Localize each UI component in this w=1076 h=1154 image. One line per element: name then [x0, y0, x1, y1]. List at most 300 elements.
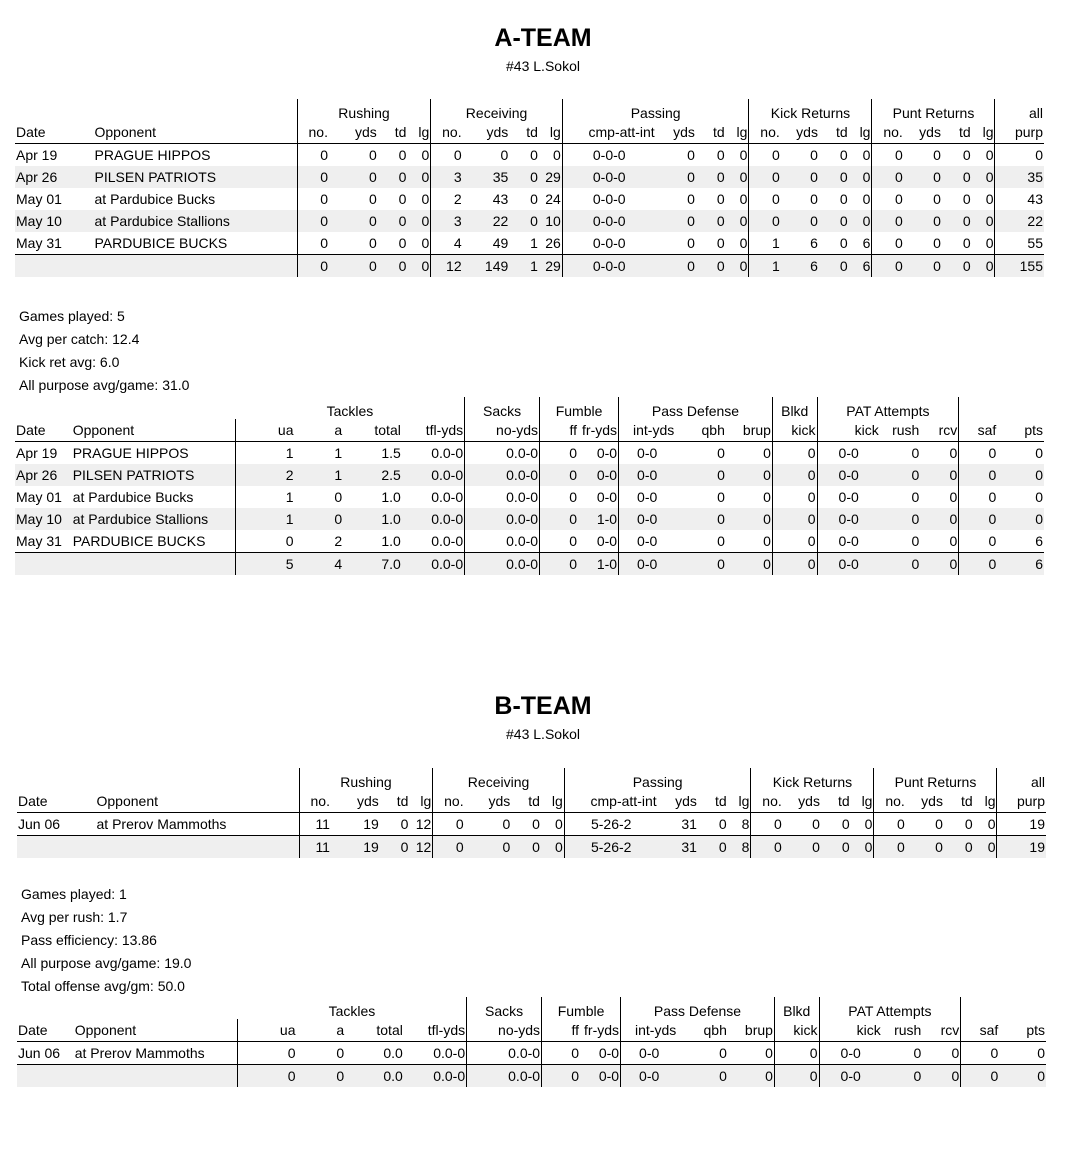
column-header: Date — [15, 121, 94, 144]
total-cell: 0.0-0 — [404, 1065, 467, 1088]
total-cell: 4 — [295, 553, 344, 576]
stat-cell: 0 — [726, 166, 749, 188]
game-date: Apr 19 — [16, 445, 58, 461]
stat-cell: 0-0 — [619, 508, 676, 530]
column-header: a — [297, 1019, 346, 1042]
stat-cell: 0 — [880, 508, 921, 530]
stat-cell: 0 — [964, 816, 973, 832]
stat-cell: 0 — [717, 489, 725, 505]
stat-cell: 0-0 — [596, 445, 618, 461]
column-header: tfl-yds — [404, 1019, 467, 1042]
stat-cell: 0 — [841, 816, 850, 832]
total-cell: 0 — [999, 1065, 1046, 1088]
stat-cell: 0-0 — [817, 530, 880, 553]
table-row — [15, 210, 1044, 232]
column-header: no. — [749, 121, 781, 144]
stat-cell: 0 — [942, 166, 972, 188]
team-title: A-TEAM — [494, 24, 592, 52]
column-header: yds — [783, 790, 821, 813]
total-cell: 0 — [407, 255, 430, 278]
stat-cell: 0 — [862, 147, 871, 163]
stat-cell: 0 — [656, 166, 696, 188]
stat-cell: 0 — [716, 191, 725, 207]
stat-cell: 0 — [502, 816, 511, 832]
stat-cell: 0 — [772, 442, 817, 465]
stat-cell: 0 — [509, 166, 539, 188]
stat-cell: 0 — [749, 166, 781, 188]
column-header: td — [944, 790, 974, 813]
column-header: yds — [463, 121, 510, 144]
column-group-label: Punt Returns — [872, 99, 995, 121]
column-header: Opponent — [72, 419, 236, 442]
total-cell: 0 — [297, 255, 329, 278]
spacer-cell — [17, 768, 299, 790]
column-header: yds — [906, 790, 944, 813]
column-header: td — [509, 121, 539, 144]
stat-cell: 1 — [236, 486, 295, 508]
summary-line: All purpose avg/game: 19.0 — [21, 955, 192, 971]
column-header: no. — [431, 121, 463, 144]
column-header: yds — [781, 121, 819, 144]
column-group-label: Sacks — [465, 397, 540, 419]
column-header: purp — [995, 121, 1044, 144]
stat-cell: 0 — [872, 210, 904, 232]
group-header-row — [15, 99, 1044, 121]
stat-cell: 0 — [962, 191, 971, 207]
column-header: Date — [15, 419, 72, 442]
total-cell: 11 — [299, 836, 331, 859]
summary-line: Avg per rush: 1.7 — [21, 909, 128, 925]
total-cell: 0-0 — [819, 1065, 882, 1088]
column-group-label: Blkd — [774, 997, 819, 1019]
stat-cell: 0 — [749, 210, 781, 232]
column-group-label: Punt Returns — [874, 768, 997, 790]
stat-cell: 1.5 — [381, 445, 401, 461]
stat-cell: 0.0-0 — [465, 486, 540, 508]
table-row — [15, 464, 1044, 486]
stat-cell: 0 — [874, 813, 906, 836]
table-row — [15, 232, 1044, 255]
opponent-name: at Pardubice Stallions — [94, 210, 298, 232]
total-cell: 6 — [849, 255, 872, 278]
stat-cell: 0.0-0 — [465, 508, 540, 530]
spacer-cell — [15, 397, 236, 419]
totals-row — [15, 553, 1044, 576]
total-cell — [74, 1065, 238, 1088]
stat-cell: 3 — [431, 166, 463, 188]
stat-cell: 26 — [545, 235, 561, 251]
opponent-name: PRAGUE HIPPOS — [94, 147, 211, 163]
stat-cell: 0 — [509, 210, 539, 232]
totals-row — [15, 255, 1044, 278]
total-cell: 0-0-0 — [562, 255, 655, 278]
stat-cell: 0 — [819, 166, 849, 188]
total-cell: 29 — [539, 255, 562, 278]
total-cell: 12 — [409, 836, 432, 859]
column-group-label: Passing — [562, 99, 749, 121]
column-header: lg — [851, 790, 874, 813]
offense-stats-table — [17, 768, 1046, 858]
total-cell — [15, 553, 72, 576]
stat-cell: 0 — [739, 147, 748, 163]
stat-cell: 0 — [297, 166, 329, 188]
stat-cell: 0 — [716, 147, 725, 163]
team-title: B-TEAM — [494, 692, 592, 720]
stat-cell: 0 — [972, 166, 995, 188]
stat-cell: 0-0 — [621, 1042, 678, 1065]
defense-stats-table — [15, 397, 1044, 575]
stat-cell: 0 — [904, 166, 942, 188]
stat-cell: 0 — [772, 508, 817, 530]
stat-cell: 0-0 — [817, 508, 880, 530]
stat-cell: 0 — [368, 147, 377, 163]
summary-line: Avg per catch: 12.4 — [19, 331, 140, 347]
table-row — [15, 166, 1044, 188]
total-cell: 0-0 — [621, 1065, 678, 1088]
stat-cell: 0 — [726, 464, 773, 486]
column-group-label: Kick Returns — [749, 99, 872, 121]
total-cell: 0 — [542, 1065, 580, 1088]
column-group-label: Fumble — [540, 397, 619, 419]
column-group-label: Kick Returns — [751, 768, 874, 790]
column-header: tfl-yds — [402, 419, 465, 442]
column-header: rcv — [922, 1019, 960, 1042]
column-header: yds — [656, 121, 696, 144]
total-cell: 0 — [433, 836, 465, 859]
total-cell: 1 — [509, 255, 539, 278]
stat-cell: 1 — [236, 508, 295, 530]
stat-cell: 55 — [995, 232, 1044, 255]
summary-line: All purpose avg/game: 31.0 — [19, 377, 190, 393]
stat-cell: 0 — [849, 210, 872, 232]
total-cell — [72, 553, 236, 576]
stat-cell: 3 — [431, 210, 463, 232]
table-row — [15, 188, 1044, 210]
stat-cell: 2 — [431, 188, 463, 210]
column-group-label: all — [995, 99, 1044, 121]
column-header: no-yds — [465, 419, 540, 442]
total-cell — [17, 1065, 74, 1088]
stat-cell: 0 — [726, 210, 749, 232]
column-group-label: Blkd — [772, 397, 817, 419]
stat-cell: 0 — [236, 530, 295, 553]
stat-cell: 0 — [334, 489, 343, 505]
total-cell: 6 — [997, 553, 1044, 576]
total-cell: 0.0-0 — [465, 553, 540, 576]
stat-cell: 0 — [368, 191, 377, 207]
stat-cell: 0-0-0 — [562, 144, 655, 167]
total-cell: 0 — [821, 836, 851, 859]
stat-cell: 0-0 — [619, 530, 676, 553]
total-cell: 0 — [882, 1065, 923, 1088]
game-date: Jun 06 — [18, 816, 61, 832]
column-header: purp — [997, 790, 1046, 813]
stat-cell: 0.0-0 — [433, 1045, 466, 1061]
stat-cell: 0 — [687, 191, 695, 207]
stat-cell: 0-0 — [619, 442, 676, 465]
stat-cell: 0.0-0 — [465, 442, 540, 465]
stat-cell: 0 — [959, 530, 997, 553]
summary-line: Games played: 1 — [21, 886, 127, 902]
stat-cell: 0 — [962, 147, 971, 163]
table-row — [17, 1042, 1046, 1065]
stat-cell: 19 — [997, 813, 1046, 836]
stat-cell: 0 — [540, 508, 578, 530]
stat-cell: 0 — [421, 235, 430, 251]
column-header: lg — [728, 790, 751, 813]
total-cell: 0 — [959, 553, 997, 576]
stat-cell: 0 — [421, 147, 430, 163]
column-group-label: Pass Defense — [619, 397, 773, 419]
column-header: kick — [817, 419, 880, 442]
stat-cell: 22 — [995, 210, 1044, 232]
stat-cell: 0-0 — [598, 1045, 620, 1061]
stat-cell: 0 — [839, 147, 848, 163]
stat-cell: 0 — [540, 530, 578, 553]
column-header: total — [343, 419, 402, 442]
game-date: May 01 — [16, 489, 62, 505]
column-header: ua — [236, 419, 295, 442]
group-header-row — [17, 768, 1046, 790]
total-cell: 0 — [974, 836, 997, 859]
column-header: cmp-att-int — [562, 121, 655, 144]
stat-cell: 1 — [334, 445, 343, 461]
total-cell: 0 — [774, 1065, 819, 1088]
stat-cell: 0 — [862, 191, 871, 207]
stat-cell: 0 — [696, 166, 726, 188]
total-cell: 0 — [942, 255, 972, 278]
stat-cell: 43 — [995, 188, 1044, 210]
column-header: brup — [728, 1019, 775, 1042]
stat-cell: 0 — [920, 508, 958, 530]
total-cell: 0 — [378, 255, 408, 278]
total-cell: 0 — [297, 1065, 346, 1088]
stat-cell: 0 — [407, 210, 430, 232]
column-header: qbh — [677, 1019, 728, 1042]
stat-cell: 6 — [810, 235, 818, 251]
stat-cell: 0 — [1037, 1045, 1045, 1061]
stat-cell: 0 — [696, 210, 726, 232]
summary-line: Games played: 5 — [19, 308, 125, 324]
opponent-name: at Pardubice Bucks — [72, 489, 194, 505]
stat-cell: 0 — [398, 191, 407, 207]
total-cell: 0 — [783, 836, 821, 859]
stat-cell: 0 — [961, 1042, 999, 1065]
total-cell: 0 — [851, 836, 874, 859]
total-cell: 1-0 — [578, 553, 619, 576]
group-header-row — [17, 997, 1046, 1019]
total-cell: 7.0 — [343, 553, 402, 576]
stat-cell: 0 — [716, 235, 725, 251]
stat-cell: 0 — [540, 464, 578, 486]
column-header: a — [295, 419, 344, 442]
total-cell: 6 — [781, 255, 819, 278]
stat-cell: 0 — [675, 464, 726, 486]
total-cell: 0.0-0 — [467, 1065, 542, 1088]
stat-cell: 35 — [463, 166, 510, 188]
column-header: no-yds — [467, 1019, 542, 1042]
stat-cell: 0-0-0 — [562, 188, 655, 210]
stat-cell: 0 — [872, 232, 904, 255]
stat-cell: 0 — [378, 210, 408, 232]
stat-cell: 1.0 — [343, 508, 402, 530]
column-header: ff — [542, 1019, 580, 1042]
stat-cell: 0 — [329, 166, 378, 188]
column-header: td — [698, 790, 728, 813]
column-header: ff — [540, 419, 578, 442]
column-group-label: Sacks — [467, 997, 542, 1019]
player-name: #43 L.Sokol — [506, 58, 580, 74]
column-header: lg — [972, 121, 995, 144]
season-summary — [21, 883, 191, 998]
stat-cell: 0 — [911, 489, 920, 505]
stat-cell: 0 — [368, 235, 377, 251]
total-cell — [96, 836, 300, 859]
stat-cell: 11 — [299, 813, 331, 836]
column-header: no. — [433, 790, 465, 813]
stat-cell: 0 — [500, 147, 509, 163]
total-cell: 155 — [995, 255, 1044, 278]
column-header: yds — [658, 790, 698, 813]
stat-cell: 0 — [985, 147, 994, 163]
stat-cell: 0 — [400, 816, 409, 832]
column-header-row — [17, 790, 1046, 813]
column-header: ua — [238, 1019, 297, 1042]
column-header: Date — [17, 1019, 74, 1042]
stat-cell: 0 — [530, 147, 538, 163]
total-cell: 0 — [874, 836, 906, 859]
total-cell — [94, 255, 298, 278]
stat-cell: 0 — [717, 445, 725, 461]
stat-cell: 0.0 — [383, 1045, 403, 1061]
stat-cell: 0 — [911, 533, 920, 549]
stat-cell: 2 — [236, 464, 295, 486]
total-cell: 12 — [431, 255, 463, 278]
column-header: int-yds — [621, 1019, 678, 1042]
stat-cell: 0 — [763, 489, 771, 505]
column-header: no. — [751, 790, 783, 813]
column-header: no. — [297, 121, 329, 144]
stat-cell: 0 — [933, 235, 941, 251]
column-header: no. — [874, 790, 906, 813]
game-date: Apr 19 — [16, 147, 58, 163]
stat-cell: 0 — [739, 191, 748, 207]
stat-cell: 0.0-0 — [402, 508, 465, 530]
stat-cell: 49 — [492, 235, 509, 251]
stat-cell: 0 — [687, 235, 695, 251]
opponent-name: at Pardubice Bucks — [94, 191, 216, 207]
stat-cell: 0 — [810, 191, 818, 207]
stat-cell: 0 — [656, 210, 696, 232]
column-header: lg — [849, 121, 872, 144]
stat-cell: 0-0-0 — [562, 210, 655, 232]
column-header: td — [819, 121, 849, 144]
table-row — [15, 486, 1044, 508]
column-header: Date — [17, 790, 96, 813]
stat-cell: 8 — [741, 816, 750, 832]
stat-cell: 5-26-2 — [564, 813, 657, 836]
column-group-label: Pass Defense — [621, 997, 775, 1019]
stat-cell: 12 — [415, 816, 432, 832]
total-cell: 0-0 — [619, 553, 676, 576]
stat-cell: 0.0-0 — [431, 489, 464, 505]
total-cell: 0 — [329, 255, 378, 278]
stat-cell: 0-0 — [619, 464, 676, 486]
stat-cell: 24 — [545, 191, 561, 207]
stat-cell: 0 — [959, 486, 997, 508]
game-date: May 10 — [15, 210, 94, 232]
column-header: rush — [880, 419, 921, 442]
column-header: rush — [882, 1019, 923, 1042]
stat-cell: 0 — [398, 235, 407, 251]
total-cell: 0 — [380, 836, 410, 859]
column-header: lg — [407, 121, 430, 144]
stat-cell: 0 — [297, 188, 329, 210]
stat-cell: 0-0 — [819, 1042, 882, 1065]
stat-cell: 0 — [839, 235, 848, 251]
stat-cell: 0 — [872, 166, 904, 188]
total-cell: 0 — [465, 836, 512, 859]
stat-cell: 0 — [839, 191, 848, 207]
total-cell: 0-0 — [580, 1065, 621, 1088]
stat-cell: 10 — [539, 210, 562, 232]
column-header: qbh — [675, 419, 726, 442]
column-header: fr-yds — [578, 419, 619, 442]
stat-cell: 0 — [933, 191, 941, 207]
stat-cell: 0 — [781, 166, 819, 188]
offense-stats-table — [15, 99, 1044, 277]
stat-cell: 0-0 — [578, 464, 619, 486]
column-header: total — [345, 1019, 404, 1042]
game-date: May 01 — [16, 191, 62, 207]
total-cell: 0 — [972, 255, 995, 278]
stat-cell: 0 — [774, 1042, 819, 1065]
stat-cell: 0.0-0 — [402, 464, 465, 486]
stat-cell: 0 — [997, 464, 1044, 486]
column-group-label: Receiving — [431, 99, 563, 121]
total-cell: 0 — [728, 1065, 775, 1088]
stat-cell: 0-0 — [817, 464, 880, 486]
column-header: lg — [539, 121, 562, 144]
total-cell: 0 — [819, 255, 849, 278]
column-header: no. — [872, 121, 904, 144]
column-header: kick — [819, 1019, 882, 1042]
stat-cell: 0.0-0 — [465, 464, 540, 486]
totals-row — [17, 1065, 1046, 1088]
column-header: saf — [961, 1019, 999, 1042]
game-date: Apr 26 — [15, 166, 94, 188]
stat-cell: 0 — [911, 445, 920, 461]
total-cell: 0 — [675, 553, 726, 576]
stat-cell: 29 — [539, 166, 562, 188]
stat-cell: 0 — [812, 816, 820, 832]
column-header: td — [821, 790, 851, 813]
column-header: lg — [409, 790, 432, 813]
stat-cell: 2 — [334, 533, 343, 549]
total-cell: 0 — [698, 836, 728, 859]
total-cell — [17, 836, 96, 859]
stat-cell: 0-0 — [817, 486, 880, 508]
stat-cell: 22 — [463, 210, 510, 232]
spacer-cell — [17, 997, 238, 1019]
stat-cell: 0 — [949, 445, 958, 461]
stat-cell: 0 — [772, 486, 817, 508]
stat-cell: 6 — [862, 235, 871, 251]
stat-cell: 1.0 — [381, 533, 401, 549]
stat-cell: 0 — [553, 147, 561, 163]
total-cell: 0 — [961, 1065, 999, 1088]
stat-cell: 0 — [542, 1042, 580, 1065]
